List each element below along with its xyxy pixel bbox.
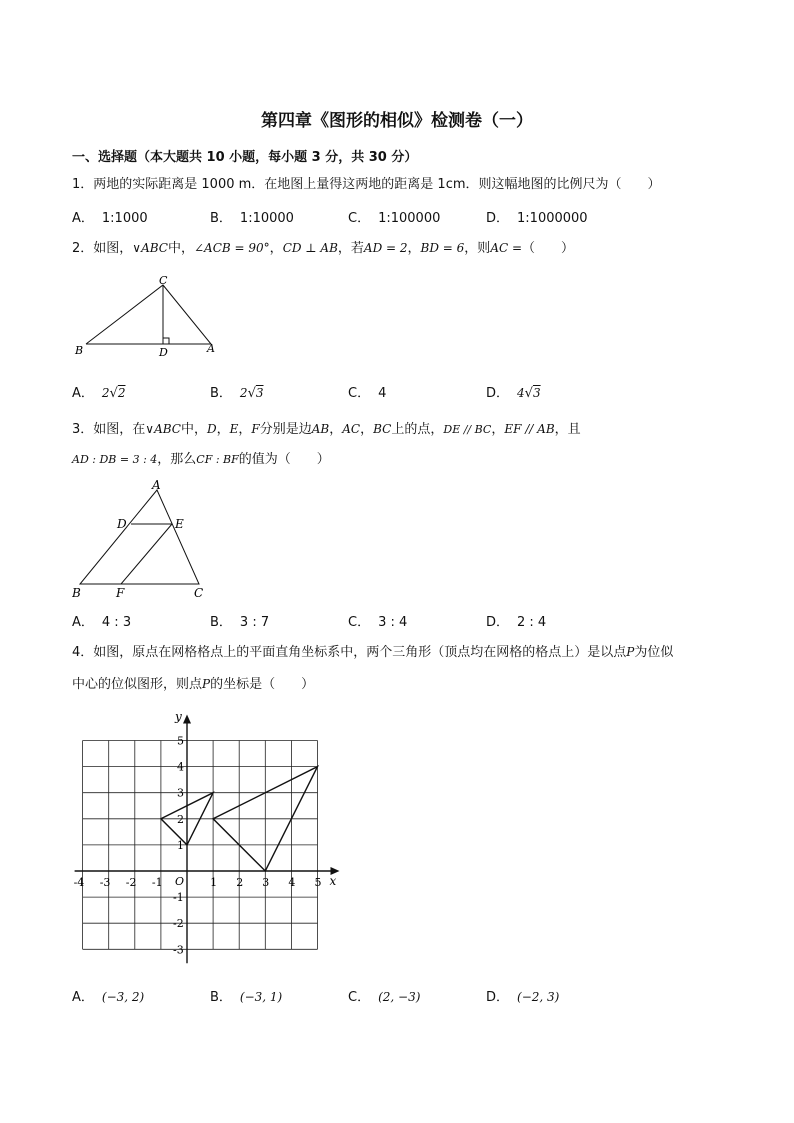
y-tick-label: -2 (173, 917, 184, 931)
option-c[interactable]: C． 1:100000 (348, 211, 441, 226)
x-tick-label: 2 (236, 876, 244, 889)
question-3-line-2: AD : DB = 3 : 4，那么CF : BF的值为（ ） (72, 452, 330, 467)
page-title: 第四章《图形的相似》检测卷（一） (261, 111, 533, 131)
label-e: E (175, 517, 184, 531)
x-axis-label: x (329, 874, 337, 888)
x-tick-label: 3 (262, 876, 270, 889)
section-heading: 一、选择题（本大题共 10 小题，每小题 3 分，共 30 分） (72, 150, 418, 165)
question-4-options (72, 986, 712, 1006)
y-tick-label: -3 (173, 943, 184, 957)
x-tick-label: 1 (210, 876, 218, 889)
y-axis-label: y (175, 709, 182, 724)
y-tick-label: -1 (173, 891, 184, 905)
label-a: A (207, 342, 215, 355)
x-tick-label: -4 (73, 876, 85, 889)
option-b[interactable]: B． (−3, 1) (210, 990, 283, 1005)
question-3-line-1: 3．如图，在∨ABC中，D，E，F分别是边AB，AC，BC上的点，DE // BC，EF // AB，且 (72, 422, 581, 437)
x-tick-label: 4 (288, 876, 296, 889)
label-d: D (159, 346, 168, 359)
label-f: F (116, 586, 125, 600)
radical-sign: √ (524, 386, 533, 401)
x-tick-label: -2 (125, 876, 137, 889)
option-d[interactable]: D． 2 : 4 (486, 615, 547, 630)
question-2: 2．如图，∨ABC中，∠ACB = 90°，CD ⊥ AB，若AD = 2，BD = 6，则AC =（ ） (72, 241, 575, 256)
x-tick-label: -1 (151, 876, 163, 889)
option-d[interactable]: D． (−2, 3) (486, 990, 560, 1005)
question-4-line-2: 中心的位似图形，则点P的坐标是（ ） (72, 677, 315, 692)
option-d[interactable]: D． 1:1000000 (486, 211, 588, 226)
option-b[interactable]: B． 1:10000 (210, 211, 294, 226)
question-4-line-1: 4．如图，原点在网格格点上的平面直角坐标系中，两个三角形（顶点均在网格的格点上）是以点P为位似 (72, 645, 674, 660)
option-c[interactable]: C． (2, −3) (348, 990, 421, 1005)
y-tick-label: 1 (177, 838, 184, 852)
label-b: B (75, 344, 84, 357)
y-tick-label: 2 (177, 812, 184, 826)
label-b: B (72, 586, 81, 600)
question-number: 1． (72, 177, 94, 192)
option-d[interactable]: D． 4√3 (486, 386, 541, 401)
option-c[interactable]: C． 4 (348, 386, 387, 401)
option-a[interactable]: A． 4 : 3 (72, 615, 132, 630)
option-c[interactable]: C． 3 : 4 (348, 615, 408, 630)
origin-label: O (175, 875, 185, 888)
y-tick-label: 4 (177, 760, 184, 774)
label-d: D (117, 517, 127, 531)
y-axis-arrow (183, 715, 191, 724)
x-tick-label: 5 (314, 876, 322, 889)
question-number: 2． (72, 241, 94, 256)
option-b[interactable]: B． 2√3 (210, 386, 264, 401)
label-a: A (152, 478, 161, 492)
question-number: 4． (72, 645, 94, 660)
option-a[interactable]: A． 1:1000 (72, 211, 148, 226)
x-tick-label: -3 (99, 876, 111, 889)
option-b[interactable]: B． 3 : 7 (210, 615, 270, 630)
y-tick-label: 5 (177, 734, 184, 748)
label-c: C (194, 586, 204, 600)
question-number: 3． (72, 422, 94, 437)
option-a[interactable]: A． 2√2 (72, 386, 126, 401)
radical-sign: √ (247, 386, 256, 401)
y-tick-label: 3 (177, 786, 184, 800)
question-text: 两地的实际距离是 1000 m．在地图上量得这两地的距离是 1cm．则这幅地图的比例尺为（ ） (93, 177, 661, 192)
radical-sign: √ (109, 386, 118, 401)
label-c: C (159, 274, 168, 287)
option-a[interactable]: A． (−3, 2) (72, 990, 145, 1005)
